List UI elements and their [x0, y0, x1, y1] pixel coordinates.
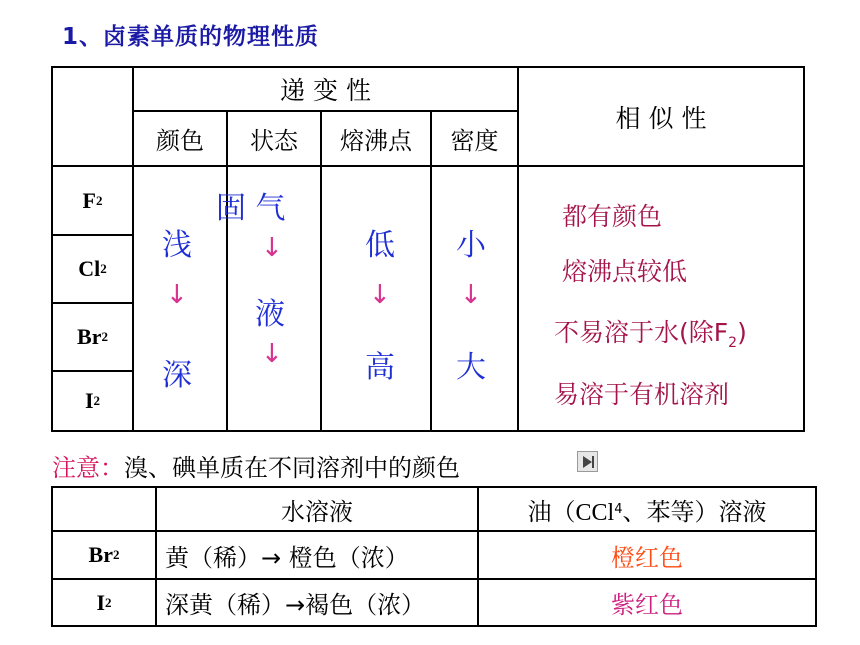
table1-bottom-border: [51, 430, 805, 432]
header-similar: 相 似 性: [615, 103, 707, 133]
density-small: 小: [456, 228, 486, 263]
subheader-boiling-point: 熔沸点: [340, 127, 412, 155]
row-br2-oil: 橙红色: [611, 543, 683, 572]
header-water-solution: 水溶液: [281, 497, 353, 526]
note-text: 溴、碘单质在不同溶剂中的颜色: [124, 454, 460, 482]
color-arrow: ↓: [166, 280, 188, 310]
similar-soluble-organic: 易溶于有机溶剂: [554, 380, 730, 409]
element-br2: Br 2: [77, 324, 108, 349]
table2-bottom-border: [51, 625, 817, 627]
row-i2-oil: 紫红色: [611, 591, 683, 619]
subheader-state: 状态: [250, 127, 298, 155]
element-cl2: Cl 2: [78, 256, 107, 281]
element-f2: F 2: [82, 187, 103, 213]
row-br2-water: 黄（稀）→ 橙色（浓）: [165, 543, 409, 572]
row-i2-water: 深黄（稀）→褐色（浓）: [165, 591, 426, 619]
subheader-color: 颜色: [156, 127, 204, 155]
bp-low: 低: [365, 228, 395, 263]
subheader-density: 密度: [450, 127, 499, 155]
density-large: 大: [456, 350, 486, 385]
table2-right-border: [815, 486, 817, 627]
header-oil-solution: 油（CCl 4 、苯等）溶液: [527, 497, 767, 526]
element-i2: I 2: [84, 388, 101, 413]
row-br2-element: Br 2: [88, 542, 120, 567]
state-arrow-1: ↓: [261, 233, 283, 263]
color-dark: 深: [162, 358, 192, 393]
state-solid-gas: 固 气: [216, 191, 286, 226]
similar-colored: 都有颜色: [562, 202, 663, 231]
state-arrow-2: ↓: [261, 339, 283, 369]
bp-high: 高: [365, 350, 395, 385]
slide-title: 1、卤素单质的物理性质: [62, 24, 320, 50]
note-line: [52, 448, 460, 483]
play-icon[interactable]: [577, 451, 598, 472]
similar-low-bp: 熔沸点较低: [562, 257, 688, 286]
density-arrow: ↓: [460, 280, 482, 310]
bp-arrow: ↓: [369, 280, 391, 310]
color-light: 浅: [162, 228, 192, 263]
note-label: 注意：: [52, 454, 124, 482]
similar-insoluble-water: 不易溶于水(除$F_2$): [554, 318, 747, 351]
state-liquid: 液: [255, 297, 285, 332]
header-gradual: 递 变 性: [280, 76, 371, 105]
table1-right-border: [803, 66, 805, 432]
table1-header-divider: [51, 165, 805, 167]
row-i2-element: I 2: [96, 589, 112, 615]
